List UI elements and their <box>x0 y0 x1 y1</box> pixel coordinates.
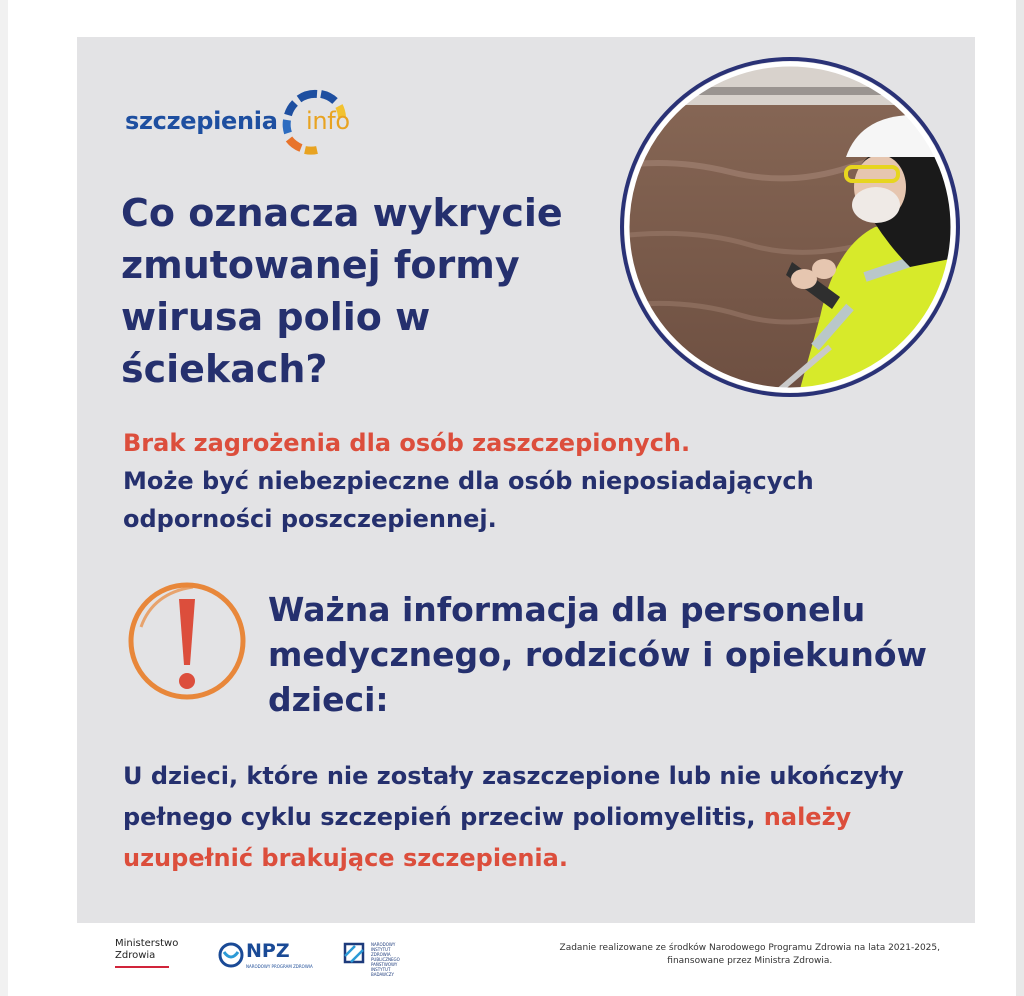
npz-mark-icon <box>218 942 244 968</box>
npz-text: NPZ <box>246 940 290 962</box>
mz-red-bar <box>115 966 169 968</box>
funding-note-line1: Zadanie realizowane ze środków Narodowego Programu Zdrowia na lata 2021-2025, <box>559 943 940 953</box>
nizp-logo <box>341 936 411 976</box>
important-heading: Ważna informacja dla personelu medycznego, rodziców i opiekunów dzieci: <box>268 590 928 719</box>
logo-text-info: info <box>306 107 350 135</box>
lead-highlight: Brak zagrożenia dla osób zaszczepionych. <box>123 429 691 457</box>
worker-photo-illustration <box>610 47 970 425</box>
mz-line2: Zdrowia <box>115 950 156 961</box>
body-start: U dzieci, które nie zostały zaszczepione lub nie ukończyły pełnego cyklu szczepień przeciw poliomyelitis, <box>123 762 904 831</box>
poster-panel <box>77 37 975 923</box>
exclamation-icon <box>123 577 251 705</box>
footer <box>8 930 1016 990</box>
body-paragraph <box>123 756 953 879</box>
lead-rest: Może być niebezpieczne dla osób nieposiadających odporności poszczepiennej. <box>123 467 814 533</box>
body-highlight: należy uzupełnić brakujące szczepienia. <box>123 803 852 872</box>
funding-note <box>560 942 940 968</box>
nizp-text: NARODOWY INSTYTUT ZDROWIA PUBLICZNEGO PAŃSTWOWY INSTYTUT BADAWCZY <box>371 942 400 977</box>
npz-logo <box>218 936 318 976</box>
funding-note-line2: finansowane przez Ministra Zdrowia. <box>667 956 833 966</box>
ministerstwo-zdrowia-logo <box>115 938 178 962</box>
page <box>8 0 1016 996</box>
poster-title: Co oznacza wykrycie zmutowanej formy wirusa polio w ściekach? <box>121 191 563 391</box>
mz-line1: Ministerstwo <box>115 938 179 949</box>
nizp-mark-icon <box>341 940 367 966</box>
npz-subtext: NARODOWY PROGRAM ZDROWIA <box>246 964 313 969</box>
szczepienia-info-logo <box>125 87 385 157</box>
page-edge-shadow <box>1016 0 1024 996</box>
lead-paragraph <box>123 424 943 538</box>
logo-text-szczepienia: szczepienia <box>125 107 278 135</box>
